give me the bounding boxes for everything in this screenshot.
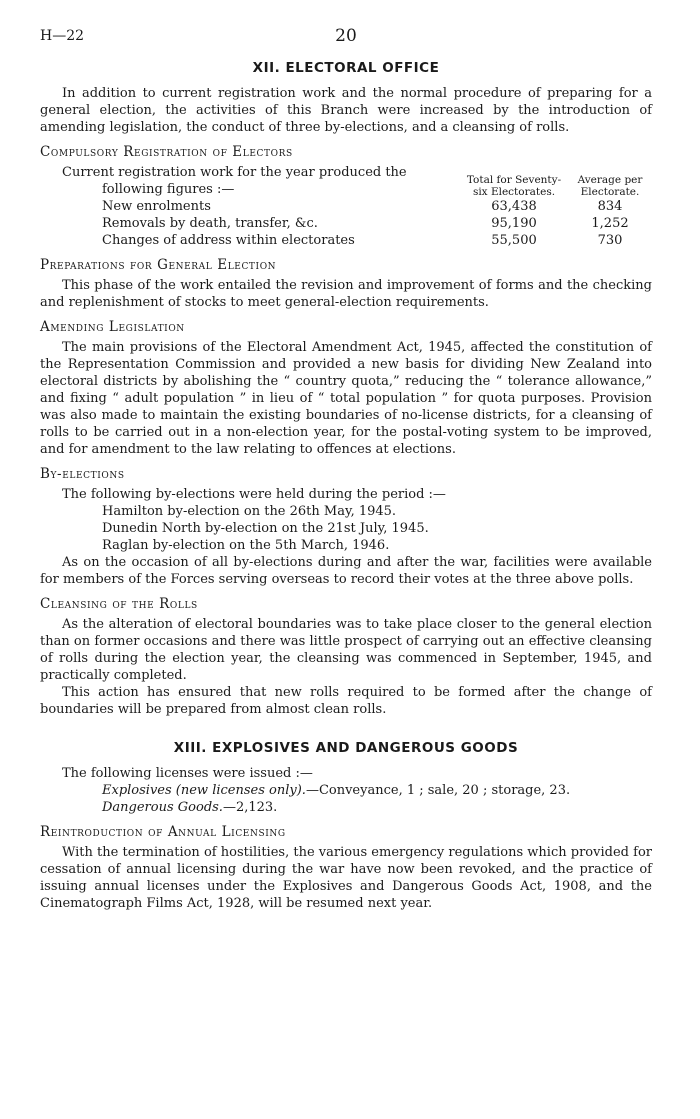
section-title: XIII. EXPLOSIVES AND DANGEROUS GOODS <box>173 740 519 756</box>
section-title: XII. ELECTORAL OFFICE <box>252 60 440 76</box>
subsection-heading: Reintroduction of Annual Licensing <box>40 824 286 840</box>
paragraph: As the alteration of electoral boundaries was to take place closer to the general election than on former occasions and there was little prospect of carrying out an effective cleansing of rolls during the election year, the cleansing was commenced in September, 1945, and practically completed. <box>40 617 652 683</box>
paragraph: The following by-elections were held during the period :— <box>62 487 446 502</box>
column-header-average: Average per Electorate. <box>577 174 643 198</box>
subsection-heading: By-elections <box>40 466 125 482</box>
document-page <box>40 28 652 912</box>
page-reference: H—22 <box>40 28 85 44</box>
subsection-heading: Cleansing of the Rolls <box>40 596 198 612</box>
table-row: New enrolments 63,438 834 <box>102 199 623 214</box>
list-item: Explosives (new licenses only).—Conveyance, 1 ; sale, 20 ; storage, 23. <box>102 783 571 798</box>
table-row: Changes of address within electorates 55,500 730 <box>102 233 623 248</box>
paragraph: As on the occasion of all by-elections during and after the war, facilities were available for members of the Forces serving overseas to record their votes at the three above polls. <box>40 555 652 587</box>
paragraph: This phase of the work entailed the revision and improvement of forms and the checking and replenishment of stocks to meet general-election requirements. <box>40 278 652 310</box>
column-header-total: Total for Seventy-six Electorates. <box>466 174 562 198</box>
paragraph: With the termination of hostilities, the various emergency regulations which provided for cessation of annual licensing during the war have now been revoked, and the practice of issuing annual licenses under the Explosives and Dangerous Goods Act, 1908, and the Cinematograph Films Act, 1928, will be resumed next year. <box>40 845 652 911</box>
subsection-heading: Amending Legislation <box>40 319 185 335</box>
subsection-heading: Compulsory Registration of Electors <box>40 144 293 160</box>
list-item: Raglan by-election on the 5th March, 1946. <box>102 538 390 553</box>
table-lead-text: Current registration work for the year produced the following figures :— <box>62 165 407 197</box>
list-item: Dunedin North by-election on the 21st July, 1945. <box>102 521 429 536</box>
paragraph: The following licenses were issued :— <box>62 766 313 781</box>
page-header <box>40 28 652 50</box>
page-number: 20 <box>335 26 357 46</box>
section-intro: In addition to current registration work and the normal procedure of preparing for a general election, the activities of this Branch were increased by the introduction of amending legislation, the conduct of three by-elections, and a cleansing of rolls. <box>40 86 652 135</box>
table-row: Removals by death, transfer, &c. 95,190 1,252 <box>102 216 629 231</box>
subsection-heading: Preparations for General Election <box>40 257 277 273</box>
paragraph: This action has ensured that new rolls required to be formed after the change of boundaries will be prepared from almost clean rolls. <box>40 685 652 717</box>
paragraph: The main provisions of the Electoral Amendment Act, 1945, affected the constitution of the Representation Commission and provided a new basis for dividing New Zealand into electoral districts by abolishing the “ country quota,” reducing the “ tolerance allowance,” and fixing “ adult population ” in lieu of “ total population ” for quota purposes. Provision was also made to maintain the existing boundaries of no-license districts, for a cleansing of rolls to be carried out in a non-election year, for the postal-voting system to be improved, and for amendment to the law relating to offences at elections. <box>40 340 652 457</box>
list-item: Dangerous Goods.—2,123. <box>102 800 278 815</box>
list-item: Hamilton by-election on the 26th May, 1945. <box>102 504 397 519</box>
registration-table <box>40 164 652 249</box>
